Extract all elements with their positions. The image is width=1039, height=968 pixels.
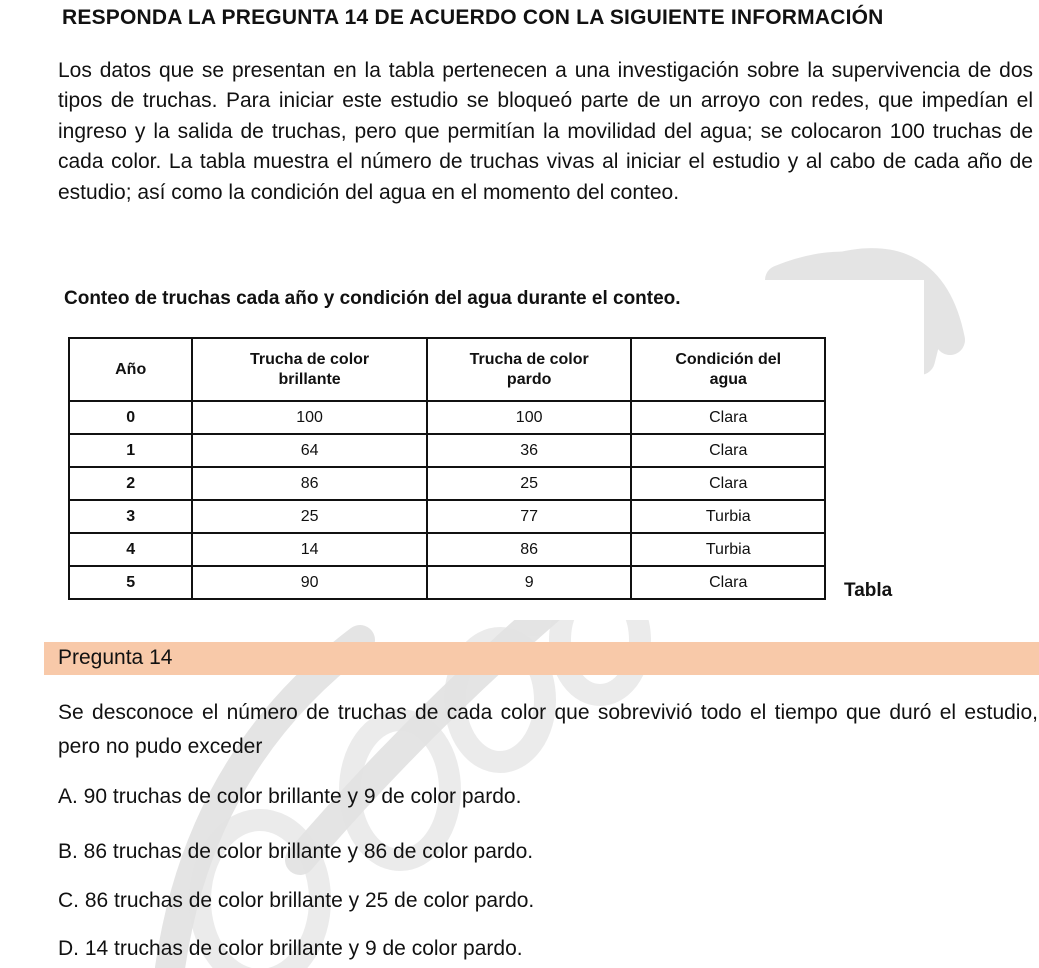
cell-anio: 5 xyxy=(69,566,192,599)
cell-condicion: Clara xyxy=(631,566,825,599)
table-row xyxy=(69,533,825,566)
table-header-row xyxy=(69,338,825,401)
option-d[interactable]: D. 14 truchas de color brillante y 9 de color pardo. xyxy=(58,937,523,960)
cell-condicion: Turbia xyxy=(631,500,825,533)
cell-brillante: 90 xyxy=(192,566,426,599)
cell-pardo: 100 xyxy=(427,401,632,434)
option-b[interactable]: B. 86 truchas de color brillante y 86 de color pardo. xyxy=(58,840,534,863)
cell-anio: 0 xyxy=(69,401,192,434)
section-heading: RESPONDA LA PREGUNTA 14 DE ACUERDO CON LA SIGUIENTE INFORMACIÓN xyxy=(62,6,884,29)
cell-brillante: 25 xyxy=(192,500,426,533)
cell-pardo: 36 xyxy=(427,434,632,467)
cell-pardo: 25 xyxy=(427,467,632,500)
cell-condicion: Clara xyxy=(631,434,825,467)
cell-pardo: 86 xyxy=(427,533,632,566)
table-panel xyxy=(58,280,924,620)
question-stem: Se desconoce el número de truchas de cada color que sobrevivió todo el tiempo que duró el estudio, pero no pudo exceder xyxy=(58,701,1038,758)
table-row xyxy=(69,434,825,467)
cell-brillante: 64 xyxy=(192,434,426,467)
cell-anio: 4 xyxy=(69,533,192,566)
table-row xyxy=(69,467,825,500)
cell-brillante: 100 xyxy=(192,401,426,434)
question-title: Pregunta 14 xyxy=(58,646,173,669)
cell-anio: 3 xyxy=(69,500,192,533)
trout-count-table xyxy=(68,337,826,600)
header-pardo-label: Trucha de color pardo xyxy=(469,350,589,388)
intro-paragraph: Los datos que se presentan en la tabla pertenecen a una investigación sobre la supervivencia de dos tipos de truchas. Para iniciar este estudio se bloqueó parte de un arroyo con redes, que impedían el ingreso y la salida de truchas, pero que permitían la movilidad del agua; se colocaron 100 truchas de cada color. La tabla muestra el número de truchas vivas al iniciar el estudio y al cabo de cada año de estudio; así como la condición del agua en el momento del conteo. xyxy=(58,59,1033,204)
cell-pardo: 77 xyxy=(427,500,632,533)
header-anio: Año xyxy=(69,338,192,401)
option-a[interactable]: A. 90 truchas de color brillante y 9 de color pardo. xyxy=(58,785,522,808)
table-row xyxy=(69,566,825,599)
cell-condicion: Clara xyxy=(631,401,825,434)
table-row xyxy=(69,500,825,533)
cell-condicion: Turbia xyxy=(631,533,825,566)
cell-pardo: 9 xyxy=(427,566,632,599)
header-condicion-label: Condición del agua xyxy=(675,350,782,388)
cell-brillante: 86 xyxy=(192,467,426,500)
header-condicion xyxy=(631,338,825,401)
table-row xyxy=(69,401,825,434)
cell-anio: 2 xyxy=(69,467,192,500)
question-title-bar xyxy=(44,642,1039,675)
cell-brillante: 14 xyxy=(192,533,426,566)
header-pardo xyxy=(427,338,632,401)
option-c[interactable]: C. 86 truchas de color brillante y 25 de color pardo. xyxy=(58,889,535,912)
header-brillante-label: Trucha de color brillante xyxy=(250,350,370,388)
header-brillante xyxy=(192,338,426,401)
cell-condicion: Clara xyxy=(631,467,825,500)
table-label: Tabla xyxy=(844,580,893,601)
cell-anio: 1 xyxy=(69,434,192,467)
table-caption: Conteo de truchas cada año y condición del agua durante el conteo. xyxy=(64,288,681,309)
